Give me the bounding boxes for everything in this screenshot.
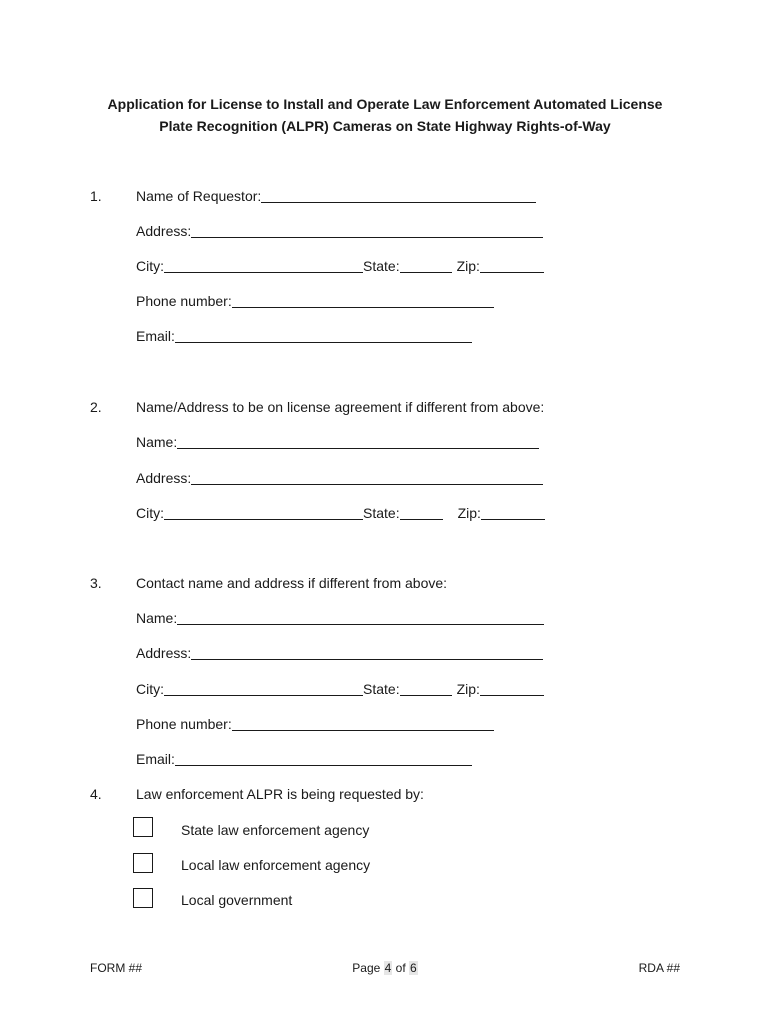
requestor-city-label: City:: [136, 258, 164, 274]
requestor-email-field[interactable]: [175, 328, 472, 343]
requestor-state-field[interactable]: [400, 258, 452, 273]
section-3-heading-text: Contact name and address if different from above:: [136, 575, 448, 591]
requestor-state-label: State:: [363, 258, 400, 274]
contact-email-row: [136, 750, 472, 768]
license-state-field[interactable]: [400, 505, 443, 520]
license-state-label: State:: [363, 505, 400, 521]
contact-city-field[interactable]: [164, 681, 363, 696]
state-agency-checkbox[interactable]: [133, 817, 153, 837]
license-name-field[interactable]: [177, 434, 539, 449]
section-1-number: 1.: [90, 188, 102, 204]
license-address-row: [136, 469, 543, 487]
requestor-address-field[interactable]: [191, 223, 543, 238]
footer-form-number: FORM ##: [90, 961, 143, 975]
section-4-heading-text: Law enforcement ALPR is being requested by:: [136, 786, 424, 802]
section-4-number: 4.: [90, 786, 102, 802]
page-current: 4: [384, 961, 392, 975]
requestor-email-label: Email:: [136, 328, 175, 344]
local-agency-checkbox[interactable]: [133, 853, 153, 873]
license-address-label: Address:: [136, 470, 192, 486]
contact-state-field[interactable]: [400, 681, 452, 696]
contact-city-row: [136, 680, 544, 698]
license-zip-label: Zip:: [457, 505, 481, 521]
requestor-address-label: Address:: [136, 223, 192, 239]
requestor-name-field[interactable]: [261, 188, 536, 203]
footer-rda-number: RDA ##: [638, 961, 680, 975]
requestor-address-row: [136, 222, 543, 240]
local-government-checkbox[interactable]: [133, 888, 153, 908]
requestor-zip-label: Zip:: [456, 258, 480, 274]
license-city-label: City:: [136, 505, 164, 521]
local-agency-label: Local law enforcement agency: [181, 857, 371, 873]
page-middle: of: [392, 961, 410, 975]
contact-zip-label: Zip:: [456, 681, 480, 697]
requestor-name-row: [136, 187, 536, 205]
contact-phone-label: Phone number:: [136, 716, 232, 732]
contact-address-label: Address:: [136, 645, 192, 661]
license-zip-field[interactable]: [481, 505, 545, 520]
requestor-phone-label: Phone number:: [136, 293, 232, 309]
form-title-line-1: Application for License to Install and Operate Law Enforcement Automated License: [107, 96, 663, 112]
contact-state-label: State:: [363, 681, 400, 697]
contact-phone-row: [136, 715, 494, 733]
requestor-city-field[interactable]: [164, 258, 363, 273]
contact-zip-field[interactable]: [480, 681, 544, 696]
license-city-field[interactable]: [164, 505, 363, 520]
form-title-line-2: Plate Recognition (ALPR) Cameras on State Highway Rights-of-Way: [159, 118, 611, 134]
license-name-label: Name:: [136, 434, 178, 450]
contact-city-label: City:: [136, 681, 164, 697]
requestor-city-row: [136, 257, 544, 275]
section-2-heading-text: Name/Address to be on license agreement if different from above:: [136, 399, 545, 415]
requestor-name-label: Name of Requestor:: [136, 188, 262, 204]
state-agency-label: State law enforcement agency: [181, 822, 370, 838]
contact-address-row: [136, 644, 543, 662]
contact-phone-field[interactable]: [232, 716, 494, 731]
section-2-heading: [136, 398, 544, 416]
form-title: [60, 93, 710, 137]
page-prefix: Page: [352, 961, 384, 975]
requestor-phone-row: [136, 292, 494, 310]
contact-name-label: Name:: [136, 610, 178, 626]
contact-email-field[interactable]: [175, 751, 472, 766]
contact-email-label: Email:: [136, 751, 175, 767]
requestor-zip-field[interactable]: [480, 258, 544, 273]
section-2-number: 2.: [90, 399, 102, 415]
contact-address-field[interactable]: [191, 645, 543, 660]
license-name-row: [136, 433, 539, 451]
section-4-heading: [136, 785, 424, 803]
page-total: 6: [410, 961, 417, 975]
requestor-phone-field[interactable]: [232, 293, 494, 308]
contact-name-field[interactable]: [177, 610, 544, 625]
local-government-label: Local government: [181, 892, 293, 908]
license-address-field[interactable]: [191, 470, 543, 485]
requestor-email-row: [136, 327, 472, 345]
section-3-heading: [136, 574, 447, 592]
contact-name-row: [136, 609, 544, 627]
license-city-row: [136, 504, 545, 522]
section-3-number: 3.: [90, 575, 102, 591]
